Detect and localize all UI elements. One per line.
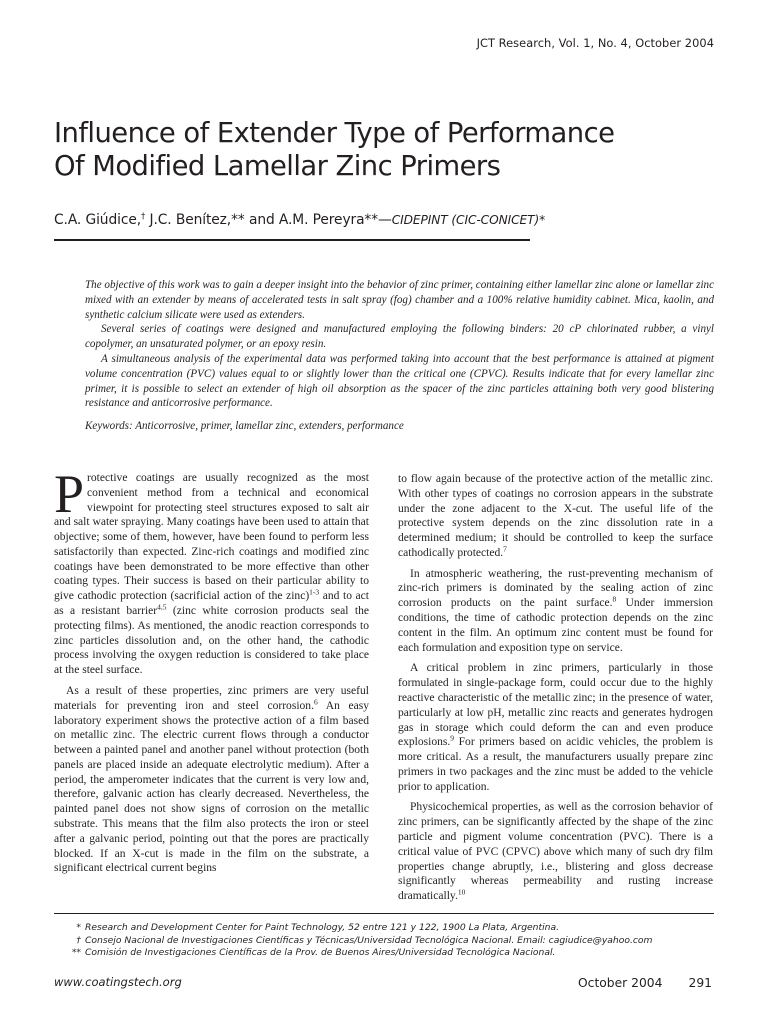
author-1: C.A. Giúdice, bbox=[54, 212, 142, 228]
website-link[interactable]: www.coatingstech.org bbox=[54, 975, 182, 989]
body-text: Physicochemical properties, as well as the corrosion behavior of zinc primers, can be significantly affected by the shape of the zinc particle and pigment volume concentration (PVC). There is a critical value of PVC (CPVC) above which many of such dry film properties change abruptly, i.e., blistering and gloss decrease significantly whereas permeability and rusting increase dramatically. bbox=[398, 801, 713, 903]
body-text: Under immersion conditions, the time of cathodic protection depends on the zinc content in the film. An optimum zinc content must be found for each formulation and exposition type on service. bbox=[398, 597, 713, 654]
author-2-3: J.C. Benítez,** and A.M. Pereyra**— bbox=[149, 212, 392, 228]
footnote-2 bbox=[54, 935, 714, 948]
footnote-text: Research and Development Center for Paint Technology, 52 entre 121 y 122, 1900 La Plata, Argentina. bbox=[85, 922, 560, 933]
body-paragraph bbox=[54, 464, 369, 678]
title-rule bbox=[54, 239, 530, 241]
citation-ref: 8 bbox=[612, 594, 617, 604]
footnote-3 bbox=[54, 947, 714, 960]
body-text: In atmospheric weathering, the rust-preventing mechanism of zinc-rich primers is dominated by the sealing action of zinc corrosion products on the paint surface. bbox=[398, 567, 713, 610]
body-text: and to act as a resistant barrier bbox=[54, 590, 369, 618]
author-1-mark: † bbox=[141, 212, 146, 222]
citation-ref: 9 bbox=[450, 733, 455, 743]
body-text: to flow again because of the protective action of the metallic zinc. With other types of coatings no corrosion appears in the substrate under the zone adjacent to the X-cut. The useful life of the protective system depends on the zinc dissolution rate in a determined medium; it should be controlled to keep the surface cathodically protected. bbox=[398, 473, 713, 559]
citation-ref: 4,5 bbox=[157, 602, 167, 612]
footnote-text: Consejo Nacional de Investigaciones Científicas y Técnicas/Universidad Tecnológica Nacional. Email: cagiudice@yahoo.com bbox=[85, 934, 653, 946]
abstract-paragraph-3: A simultaneous analysis of the experimental data was performed taking into account that the best performance is attained at pigment volume concentration (PVC) values equal to or slightly lower than the critical one (CPVC). Results indicate that for every lamellar zinc primer, it is possible to select an extender of high oil absorption as the spacer of the zinc particles attaining both very good blistering resistance and anticorrosive performance. bbox=[85, 352, 714, 410]
footnote-1 bbox=[54, 922, 714, 935]
footnote-rule bbox=[54, 913, 714, 914]
journal-citation: JCT Research, Vol. 1, No. 4, October 2004 bbox=[476, 36, 714, 50]
author-affiliation: CIDEPINT (CIC-CONICET)* bbox=[391, 213, 546, 227]
article-title bbox=[54, 117, 714, 183]
footnote-mark: ** bbox=[71, 947, 81, 958]
footnotes bbox=[54, 922, 714, 960]
author-line bbox=[54, 212, 545, 228]
page-number: 291 bbox=[688, 976, 712, 990]
body-text: A critical problem in zinc primers, particularly in those formulated in single-package form, could occur due to the highly reactive characteristic of the metallic zinc; in the presence of water, particularly at low pH, metallic zinc reacts and generates hydrogen gas in storage which could deform the can and even produce explosions. bbox=[398, 662, 713, 749]
body-text: rotective coatings are usually recognized as the most convenient method from a technical and economical viewpoint for protecting steel structures exposed to salt air and salt water spraying. Many coatings have been used to attain that objective; some of them, however, have been found to perform less satisfactorily than expected. Zinc-rich coatings and modified zinc coatings have been demonstrated to be more effective than other coating types. Their success is based on their particular ability to give cathodic protection (sacrificial action of the zinc) bbox=[54, 472, 369, 603]
body-column-left bbox=[54, 464, 369, 876]
footnote-mark: † bbox=[76, 934, 81, 946]
drop-cap: P bbox=[54, 464, 85, 524]
body-text: As a result of these properties, zinc primers are very useful materials for preventing iron and steel corrosion. bbox=[54, 684, 369, 712]
body-paragraph bbox=[54, 684, 369, 876]
footnote-mark: * bbox=[76, 922, 81, 933]
citation-ref: 7 bbox=[503, 544, 507, 554]
body-paragraph bbox=[398, 472, 713, 561]
abstract-paragraph-1: The objective of this work was to gain a deeper insight into the behavior of zinc primer, containing either lamellar zinc alone or lamellar zinc mixed with an extender by means of accelerated tests in salt spray (fog) chamber and a 100% relative humidity cabinet. Mica, kaolin, and synthetic calcium silicate were used as extenders. bbox=[85, 279, 714, 321]
abstract-paragraph-2: Several series of coatings were designed and manufactured employing the following binders: 20 cP chlorinated rubber, a vinyl copolymer, an unsaturated polymer, or an epoxy resin. bbox=[85, 323, 714, 351]
body-paragraph bbox=[398, 567, 713, 656]
body-text: (zinc white corrosion products seal the protecting films). As mentioned, the anodic reaction corresponds to zinc particles dissolution and, on the other hand, the cathodic process involving the oxygen reduction is considered to take place at the steel surface. bbox=[54, 605, 369, 677]
body-text: An easy laboratory experiment shows the protective action of a film based on metallic zinc. The electric current flows through a conductor between a painted panel and another panel without protection (both panels are placed inside an adequate electrolytic medium). After a period, the amperometer indicates that the current is very low and, therefore, galvanic action has clearly decreased. Nevertheless, the painted panel does not show signs of corrosion on the metallic substrate. This means that the film also protects the iron or steel after a galvanic period, pointing out that the pores are practically blocked. If an X-cut is made in the film on the substrate, a significant electrical current begins bbox=[54, 699, 369, 875]
citation-ref: 6 bbox=[313, 697, 318, 707]
body-paragraph bbox=[398, 661, 713, 794]
issue-date: October 2004 bbox=[578, 976, 663, 990]
body-text: For primers based on acidic vehicles, the problem is more critical. As a result, the manufacturers usually prepare zinc primers in two packages and the zinc must be added to the vehicle prior to application. bbox=[398, 736, 713, 793]
footnote-text: Comisión de Investigaciones Científicas de la Prov. de Buenos Aires/Universidad Tecnológica Nacional. bbox=[85, 947, 556, 958]
title-line-2: Of Modified Lamellar Zinc Primers bbox=[54, 151, 501, 182]
body-paragraph bbox=[398, 800, 713, 903]
abstract bbox=[85, 278, 714, 411]
citation-ref: 1-3 bbox=[309, 587, 320, 597]
title-line-1: Influence of Extender Type of Performance bbox=[54, 118, 615, 149]
citation-ref: 10 bbox=[457, 887, 466, 897]
keywords: Keywords: Anticorrosive, primer, lamellar zinc, extenders, performance bbox=[85, 420, 404, 432]
body-column-right bbox=[398, 472, 713, 904]
